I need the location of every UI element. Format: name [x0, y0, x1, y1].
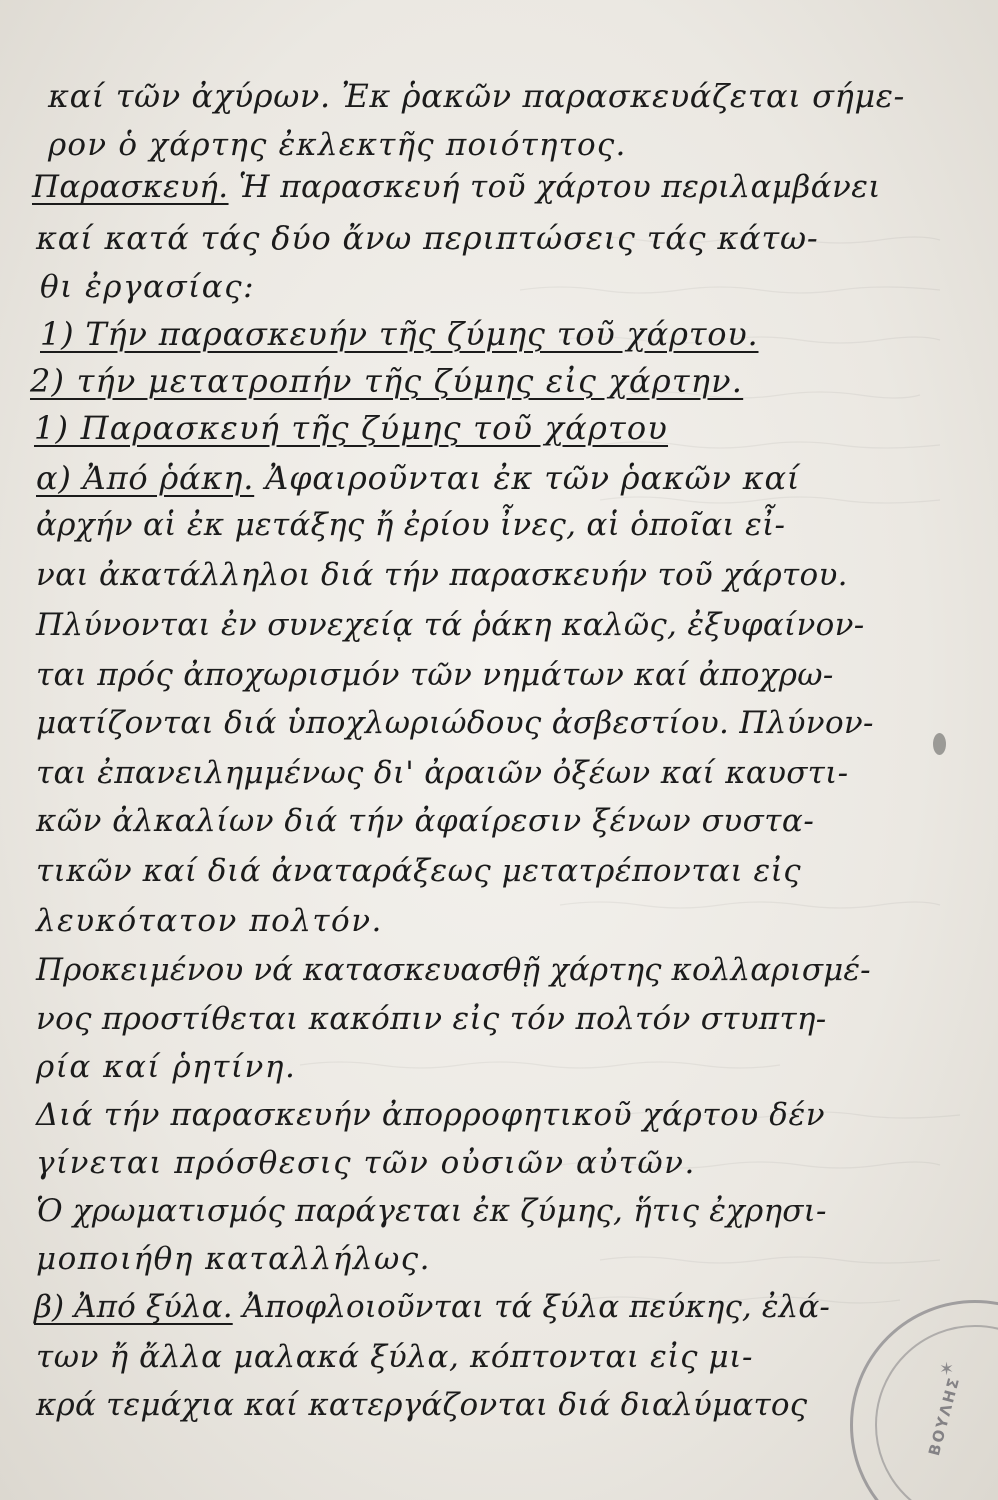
line-text: ται πρός ἀποχωρισμόν τῶν νημάτων καί ἀποχρω- — [36, 657, 834, 693]
star-icon: ✶ — [939, 1359, 955, 1380]
line-text: γίνεται πρόσθεσις τῶν οὐσιῶν αὐτῶν. — [36, 1145, 696, 1181]
line-text: των ἤ ἄλλα μαλακά ξύλα, κόπτονται εἰς μι- — [36, 1339, 754, 1375]
text-line — [30, 362, 744, 400]
text-line — [36, 1193, 827, 1229]
line-text: Ὁ χρωματισμός παράγεται ἐκ ζύμης, ἥτις ἐχρησι- — [36, 1193, 827, 1229]
line-text: μοποιήθη καταλλήλως. — [36, 1241, 432, 1277]
text-line — [36, 952, 871, 988]
text-line — [36, 903, 383, 939]
line-text: ται ἐπανειλημμένως δι' ἀραιῶν ὀξέων καί καυστι- — [36, 755, 849, 791]
line-text: Διά τήν παρασκευήν ἀπορροφητικοῦ χάρτου δέν — [36, 1097, 826, 1133]
line-text: ρον ὁ χάρτης ἐκλεκτῆς ποιότητος. — [48, 127, 627, 163]
text-line — [36, 607, 865, 643]
text-line — [34, 409, 669, 447]
line-text: 2) τήν μετατροπήν τῆς ζύμης εἰς χάρτην. — [30, 362, 744, 400]
line-text: καί κατά τάς δύο ἄνω περιπτώσεις τάς κάτω- — [36, 219, 819, 257]
text-line — [36, 1001, 827, 1037]
line-text: ρία καί ῥητίνη. — [36, 1049, 297, 1085]
line-text: θι ἐργασίας: — [40, 269, 256, 305]
text-line — [32, 169, 881, 205]
text-line — [36, 459, 801, 497]
text-line — [40, 269, 256, 305]
text-line — [34, 1289, 830, 1325]
line-text: Προκειμένου νά κατασκευασθῇ χάρτης κολλαρισμέ- — [36, 952, 871, 988]
text-line — [36, 1097, 826, 1133]
line-text: κρά τεμάχια καί κατεργάζονται διά διαλύματος — [36, 1387, 808, 1423]
line-text: ματίζονται διά ὑποχλωριώδους ἀσβεστίου. Πλύνον- — [36, 705, 874, 741]
text-line — [36, 657, 834, 693]
text-line — [36, 1145, 696, 1181]
line-text: νος προστίθεται κακόπιν εἰς τόν πολτόν στυπτη- — [36, 1001, 827, 1037]
line-text: κῶν ἀλκαλίων διά τήν ἀφαίρεσιν ξένων συστα- — [36, 803, 815, 839]
text-line — [36, 507, 786, 543]
line-text: καί τῶν ἀχύρων. Ἐκ ῥακῶν παρασκευάζεται σήμε- — [48, 77, 905, 115]
line-text: 1) Παρασκευή τῆς ζύμης τοῦ χάρτου — [34, 409, 669, 447]
line-text: ἀρχήν αἱ ἐκ μετάξης ἤ ἐρίου ἶνες, αἱ ὁποῖαι εἶ- — [36, 507, 786, 543]
text-line — [36, 755, 849, 791]
text-line — [36, 1241, 432, 1277]
ink-blot — [933, 733, 946, 755]
text-line — [48, 127, 627, 163]
line-text: λευκότατον πολτόν. — [36, 903, 383, 939]
text-line — [48, 77, 905, 115]
line-text: Πλύνονται ἐν συνεχείᾳ τά ῥάκη καλῶς, ἐξυφαίνον- — [36, 607, 865, 643]
text-line — [36, 219, 819, 257]
line-text: 1) Τήν παρασκευήν τῆς ζύμης τοῦ χάρτου. — [40, 315, 759, 353]
text-line — [36, 705, 874, 741]
line-text: ναι ἀκατάλληλοι διά τήν παρασκευήν τοῦ χάρτου. — [36, 557, 848, 593]
text-line — [40, 315, 759, 353]
text-line — [36, 1339, 754, 1375]
text-line — [36, 803, 815, 839]
line-text: τικῶν καί διά ἀναταράξεως μετατρέπονται εἰς — [36, 853, 802, 889]
text-line — [36, 853, 802, 889]
stamp-text: ΒΟΥΛΗΣ — [925, 1374, 964, 1458]
line-text: β) Ἀπό ξύλα. Ἀποφλοιοῦνται τά ξύλα πεύκης, ἐλά- — [34, 1289, 830, 1325]
text-line — [36, 1049, 297, 1085]
text-line — [36, 1387, 808, 1423]
line-text: Παρασκευή. Ἡ παρασκευή τοῦ χάρτου περιλαμβάνει — [32, 169, 881, 205]
text-line — [36, 557, 848, 593]
line-text: α) Ἀπό ῥάκη. Ἀφαιροῦνται ἐκ τῶν ῥακῶν καί — [36, 459, 801, 497]
